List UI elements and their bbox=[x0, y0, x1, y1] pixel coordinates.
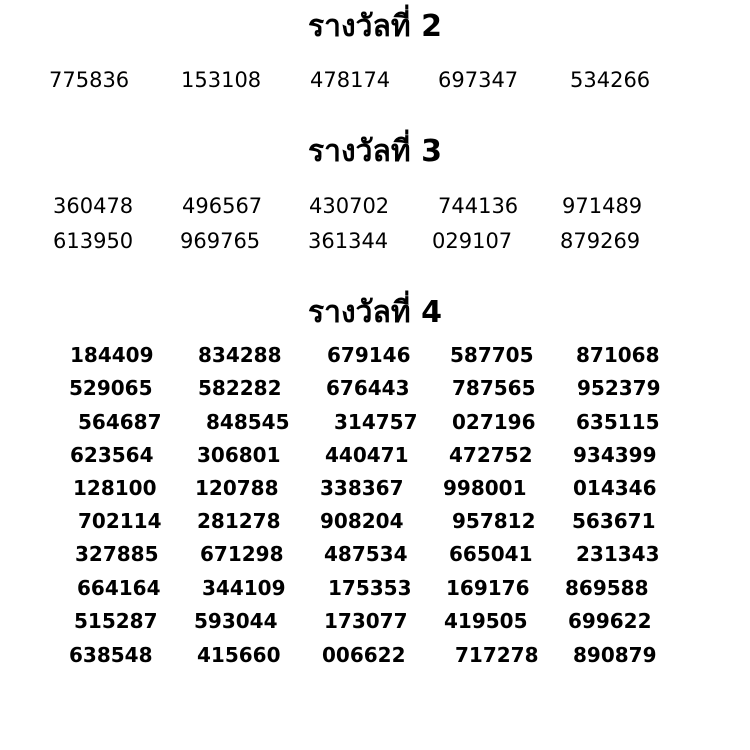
prize-4-title: รางวัลที่ 4 bbox=[308, 295, 442, 330]
prize-4-number: 934399 bbox=[573, 443, 657, 467]
prize-2-number: 534266 bbox=[570, 68, 651, 92]
prize-4-number: 120788 bbox=[195, 476, 279, 500]
prize-4-number: 175353 bbox=[328, 576, 412, 600]
prize-4-number: 665041 bbox=[449, 542, 533, 566]
prize-4-number: 128100 bbox=[73, 476, 157, 500]
prize-4-number: 487534 bbox=[324, 542, 408, 566]
prize-4-number: 014346 bbox=[573, 476, 657, 500]
prize-4-number: 676443 bbox=[326, 376, 410, 400]
prize-4-number: 671298 bbox=[200, 542, 284, 566]
prize-4-number: 869588 bbox=[565, 576, 649, 600]
prize-4-number: 314757 bbox=[334, 410, 418, 434]
prize-3-number: 360478 bbox=[53, 194, 134, 218]
prize-4-number: 635115 bbox=[576, 410, 660, 434]
prize-3-number: 361344 bbox=[308, 229, 389, 253]
prize-2-number: 153108 bbox=[181, 68, 262, 92]
prize-2-number: 775836 bbox=[49, 68, 130, 92]
prize-4-number: 564687 bbox=[78, 410, 162, 434]
prize-4-row bbox=[0, 606, 750, 636]
prize-3-number: 969765 bbox=[180, 229, 261, 253]
prize-2-row bbox=[0, 65, 750, 95]
prize-3-title: รางวัลที่ 3 bbox=[308, 134, 442, 169]
prize-3-number: 744136 bbox=[438, 194, 519, 218]
prize-4-number: 998001 bbox=[443, 476, 527, 500]
prize-2-title: รางวัลที่ 2 bbox=[308, 9, 442, 44]
prize-4-number: 848545 bbox=[206, 410, 290, 434]
prize-4-number: 787565 bbox=[452, 376, 536, 400]
prize-4-number: 952379 bbox=[577, 376, 661, 400]
prize-4-number: 169176 bbox=[446, 576, 530, 600]
prize-4-number: 338367 bbox=[320, 476, 404, 500]
prize-4-number: 664164 bbox=[77, 576, 161, 600]
prize-4-row bbox=[0, 440, 750, 470]
prize-4-number: 231343 bbox=[576, 542, 660, 566]
prize-3-number: 879269 bbox=[560, 229, 641, 253]
prize-4-number: 344109 bbox=[202, 576, 286, 600]
prize-3-number: 971489 bbox=[562, 194, 643, 218]
prize-4-number: 890879 bbox=[573, 643, 657, 667]
prize-4-number: 563671 bbox=[572, 509, 656, 533]
prize-2-number: 697347 bbox=[438, 68, 519, 92]
prize-4-number: 472752 bbox=[449, 443, 533, 467]
prize-4-number: 638548 bbox=[69, 643, 153, 667]
prize-4-number: 529065 bbox=[69, 376, 153, 400]
prize-4-number: 834288 bbox=[198, 343, 282, 367]
prize-4-number: 957812 bbox=[452, 509, 536, 533]
prize-3-row bbox=[0, 226, 750, 256]
prize-4-number: 327885 bbox=[75, 542, 159, 566]
prize-3-number: 029107 bbox=[432, 229, 513, 253]
prize-3-number: 613950 bbox=[53, 229, 134, 253]
prize-2-number: 478174 bbox=[310, 68, 391, 92]
prize-3-number: 496567 bbox=[182, 194, 263, 218]
prize-4-number: 515287 bbox=[74, 609, 158, 633]
prize-4-number: 702114 bbox=[78, 509, 162, 533]
prize-4-number: 908204 bbox=[320, 509, 404, 533]
prize-4-number: 415660 bbox=[197, 643, 281, 667]
prize-3-row bbox=[0, 191, 750, 221]
prize-4-number: 281278 bbox=[197, 509, 281, 533]
prize-4-number: 871068 bbox=[576, 343, 660, 367]
prize-4-number: 419505 bbox=[444, 609, 528, 633]
prize-4-row bbox=[0, 573, 750, 603]
prize-4-row bbox=[0, 539, 750, 569]
prize-4-number: 699622 bbox=[568, 609, 652, 633]
prize-4-number: 623564 bbox=[70, 443, 154, 467]
prize-4-row bbox=[0, 473, 750, 503]
prize-4-row bbox=[0, 640, 750, 670]
prize-4-number: 173077 bbox=[324, 609, 408, 633]
prize-4-number: 440471 bbox=[325, 443, 409, 467]
prize-4-number: 306801 bbox=[197, 443, 281, 467]
prize-4-number: 587705 bbox=[450, 343, 534, 367]
prize-4-number: 717278 bbox=[455, 643, 539, 667]
prize-4-row bbox=[0, 340, 750, 370]
prize-4-row bbox=[0, 506, 750, 536]
prize-4-number: 027196 bbox=[452, 410, 536, 434]
prize-4-number: 582282 bbox=[198, 376, 282, 400]
prize-4-number: 006622 bbox=[322, 643, 406, 667]
prize-4-number: 184409 bbox=[70, 343, 154, 367]
prize-4-row bbox=[0, 373, 750, 403]
prize-4-number: 679146 bbox=[327, 343, 411, 367]
prize-4-number: 593044 bbox=[194, 609, 278, 633]
prize-3-number: 430702 bbox=[309, 194, 390, 218]
prize-4-row bbox=[0, 407, 750, 437]
